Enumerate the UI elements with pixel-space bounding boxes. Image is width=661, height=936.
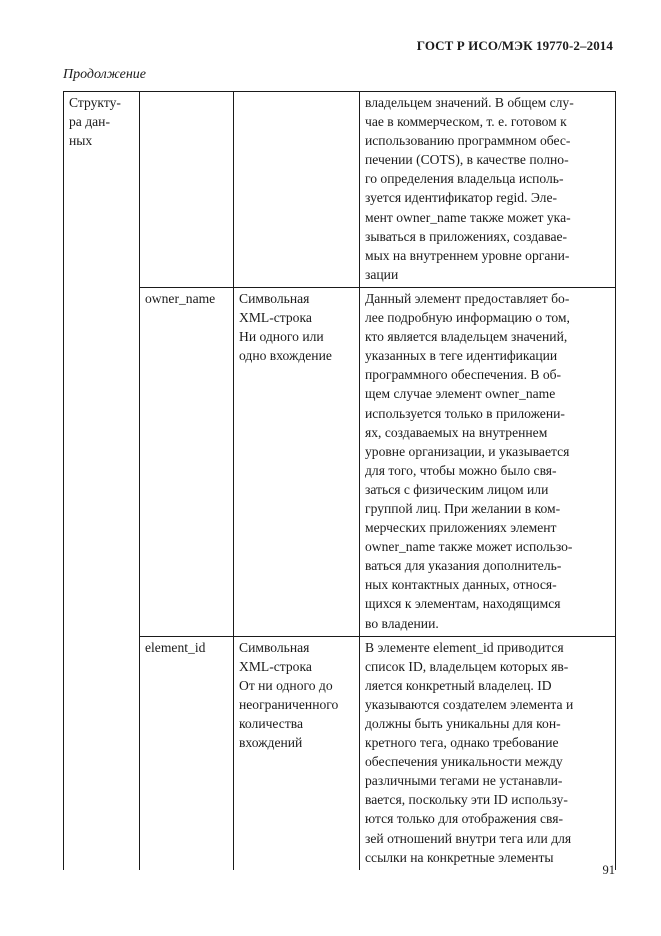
description-line: зации xyxy=(365,266,399,282)
continuation-label: Продолжение xyxy=(63,67,146,82)
description-line: различными тегами не устанавли- xyxy=(365,773,563,789)
description-line: ях, создаваемых на внутреннем xyxy=(365,424,548,440)
type-line: Символьная xyxy=(239,639,310,655)
description-line: ляется конкретный владелец. ID xyxy=(365,677,552,693)
type-line: Символьная xyxy=(239,290,310,306)
element-description-cell xyxy=(360,92,616,288)
data-structure-table xyxy=(63,91,616,870)
element-type-cell xyxy=(234,287,360,636)
type-line: неограниченного xyxy=(239,696,339,712)
element-name-cell: owner_name xyxy=(140,287,234,636)
description-line: мент owner_name также может ука- xyxy=(365,209,571,225)
description-line: владельцем значений. В общем слу- xyxy=(365,95,574,110)
description-line: вается, поскольку эти ID использу- xyxy=(365,792,568,808)
element-description-cell xyxy=(360,287,616,636)
description-line: зываться в приложениях, создавае- xyxy=(365,228,568,244)
description-line: должны быть уникальны для кон- xyxy=(365,716,561,731)
element-name-cell: element_id xyxy=(140,636,234,870)
type-line: количества xyxy=(239,716,304,731)
description-line: чае в коммерческом, т. е. готовом к xyxy=(365,114,567,130)
category-line: ра дан- xyxy=(69,114,110,130)
category-line: ных xyxy=(69,133,93,149)
element-description-cell xyxy=(360,636,616,870)
description-line: щем случае элемент owner_name xyxy=(365,386,556,402)
element-type-cell xyxy=(234,636,360,870)
description-line: программного обеспечения. В об- xyxy=(365,367,562,383)
type-line: одно вхождение xyxy=(239,348,332,364)
description-line: печении (COTS), в качестве полно- xyxy=(365,152,569,168)
description-line: зей отношений внутри тега или для xyxy=(365,830,572,846)
description-line: зуется идентификатор regid. Эле- xyxy=(365,190,558,206)
description-line: кретного тега, однако требование xyxy=(365,735,559,751)
description-line: список ID, владельцем которых яв- xyxy=(365,658,569,674)
element-type-cell xyxy=(234,92,360,288)
description-line: щихся к элементам, находящимся xyxy=(365,596,561,612)
description-line: уровне организации, и указывается xyxy=(365,443,570,459)
description-line: использованию программном обес- xyxy=(365,133,571,149)
description-line: мерческих приложениях элемент xyxy=(365,520,557,536)
type-line: XML-строка xyxy=(239,658,312,674)
description-line: для того, чтобы можно было свя- xyxy=(365,462,557,478)
element-name-cell xyxy=(140,92,234,288)
type-line: XML-строка xyxy=(239,310,312,326)
type-line: вхождений xyxy=(239,735,303,751)
description-line: во владении. xyxy=(365,615,439,631)
description-line: ссылки на конкретные элементы xyxy=(365,849,554,865)
description-line: ются только для отображения свя- xyxy=(365,811,564,827)
standard-header: ГОСТ Р ИСО/МЭК 19770-2–2014 xyxy=(416,38,613,53)
table-row xyxy=(64,92,616,288)
category-cell xyxy=(64,92,140,870)
type-line: Ни одного или xyxy=(239,329,324,345)
description-line: обеспечения уникальности между xyxy=(365,754,563,770)
description-line: owner_name также может использо- xyxy=(365,539,573,555)
description-line: В элементе element_id приводится xyxy=(365,639,564,655)
category-line: Структу- xyxy=(69,95,121,110)
description-line: группой лиц. При желании в ком- xyxy=(365,500,561,516)
description-line: Данный элемент предоставляет бо- xyxy=(365,290,570,306)
page-number: 91 xyxy=(602,863,615,877)
description-line: кто является владельцем значений, xyxy=(365,329,568,345)
description-line: заться с физическим лицом или xyxy=(365,481,549,497)
description-line: ваться для указания дополнитель- xyxy=(365,558,562,574)
type-line: От ни одного до xyxy=(239,677,333,693)
description-line: го определения владельца исполь- xyxy=(365,171,564,187)
table-row xyxy=(64,636,616,870)
description-line: указываются создателем элемента и xyxy=(365,696,574,712)
description-line: указанных в теге идентификации xyxy=(365,348,558,364)
description-line: мых на внутреннем уровне органи- xyxy=(365,247,570,263)
table-row xyxy=(64,287,616,636)
description-line: лее подробную информацию о том, xyxy=(365,310,570,326)
description-line: используется только в приложени- xyxy=(365,405,565,421)
description-line: ных контактных данных, относя- xyxy=(365,577,557,593)
